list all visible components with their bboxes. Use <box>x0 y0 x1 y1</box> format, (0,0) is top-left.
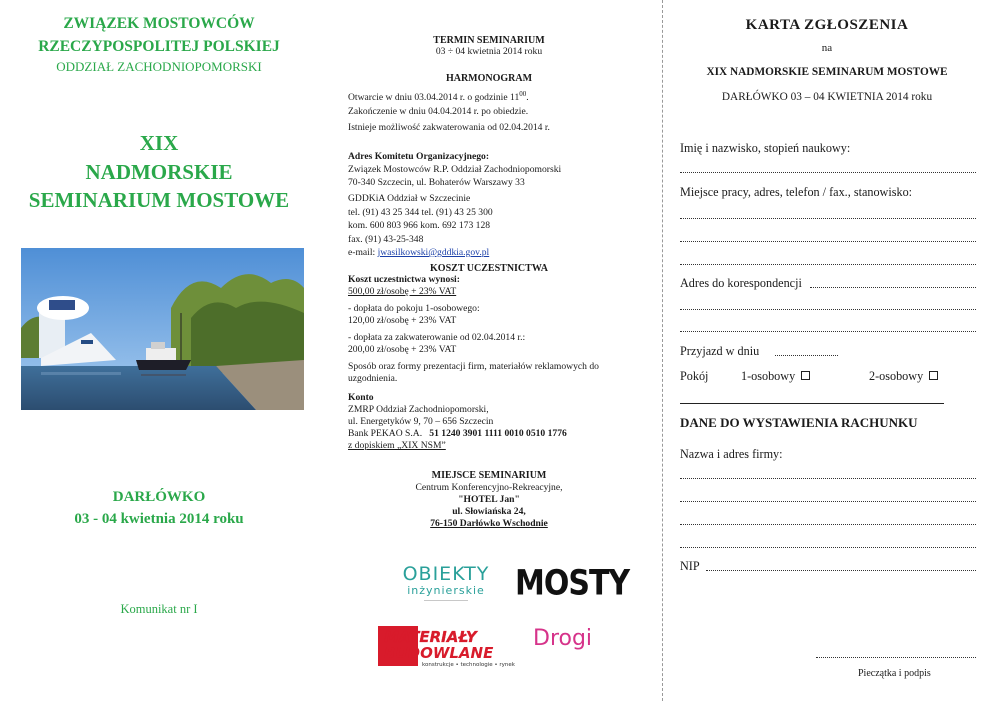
form-title: KARTA ZGŁOSZENIA <box>745 17 909 33</box>
correspondence-field[interactable] <box>810 287 976 288</box>
termin-dates: 03 ÷ 04 kwietnia 2014 roku <box>435 46 543 57</box>
address-line: fax. (91) 43-25-348 <box>348 234 424 245</box>
room-single-option[interactable] <box>741 369 810 384</box>
arrival-date-field[interactable] <box>775 355 838 356</box>
konto-bank: Bank PEKAO S.A. <box>348 428 423 439</box>
konto-line1: ZMRP Oddział Zachodniopomorski, <box>348 404 489 415</box>
room-double-checkbox[interactable] <box>929 371 938 380</box>
section-rule <box>680 403 944 404</box>
nip-label: NIP <box>680 559 700 573</box>
event-place: DARŁÓWKO <box>112 489 206 505</box>
bulletin-number: Komunikat nr I <box>120 602 198 616</box>
konto-bank-row <box>348 428 648 440</box>
invoice-heading: DANE DO WYSTAWIENIA RACHUNKU <box>680 415 918 430</box>
cover-panel <box>0 0 318 701</box>
materialy-budowlane-logo <box>378 622 515 670</box>
address-line: 70-340 Szczecin, ul. Bohaterów Warszawy 33 <box>348 177 525 188</box>
event-dates: 03 - 04 kwietnia 2014 roku <box>74 511 244 527</box>
harbor-photo <box>21 248 304 410</box>
konto-note: z dopiskiem „XIX NSM” <box>348 440 446 451</box>
budowlane-logo-text: BUDOWLANE <box>384 644 494 662</box>
venue-line3: ul. Słowiańska 24, <box>452 506 526 517</box>
org-name-line1: ZWIĄZEK MOSTOWCÓW <box>63 15 255 32</box>
room-double-option[interactable] <box>869 369 938 384</box>
info-panel <box>318 0 660 701</box>
cost-heading: KOSZT UCZESTNICTWA <box>430 263 548 274</box>
correspondence-label: Adres do korespondencji <box>680 276 802 290</box>
materialy-logo-text: MATERIAŁY <box>384 628 477 646</box>
venue-line2: "HOTEL Jan" <box>458 494 520 505</box>
work-field-line3[interactable] <box>680 264 976 265</box>
correspondence-field-line3[interactable] <box>680 331 976 332</box>
room-single-label: 1-osobowy <box>741 369 796 383</box>
harmonogram-stay: Istnieje możliwość zakwaterowania od 02.04.2014 r. <box>348 122 550 133</box>
address-line: kom. 600 803 966 kom. 692 173 128 <box>348 220 491 231</box>
correspondence-field-line2[interactable] <box>680 309 976 310</box>
work-field-line2[interactable] <box>680 241 976 242</box>
room-single-checkbox[interactable] <box>801 371 810 380</box>
konto-number: 51 1240 3901 1111 0010 0510 1776 <box>429 428 567 439</box>
title-line3: SEMINARIUM MOSTOWE <box>28 188 290 212</box>
email-link[interactable]: jwasilkowski@gddkia.gov.pl <box>377 247 490 258</box>
email-label: e-mail: <box>348 247 378 258</box>
title-line2: NADMORSKIE <box>85 160 233 184</box>
materialy-logo-tagline: konstrukcje • technologie • rynek <box>422 662 515 668</box>
org-division: ODDZIAŁ ZACHODNIOPOMORSKI <box>56 59 262 74</box>
form-event-name: XIX NADMORSKIE SEMINARUM MOSTOWE <box>706 66 948 78</box>
title-line1: XIX <box>139 131 179 155</box>
firm-field-line2[interactable] <box>680 501 976 502</box>
org-name-line2: RZECZYPOSPOLITEJ POLSKIEJ <box>38 38 280 55</box>
signature-field[interactable] <box>816 657 976 658</box>
harmonogram-open-sup: 00 <box>519 90 527 98</box>
nip-field[interactable] <box>706 570 976 571</box>
address-heading: Adres Komitetu Organizacyjnego: <box>348 151 490 162</box>
venue-line4: 76-150 Darłówko Wschodnie <box>430 518 548 529</box>
obiekty-logo-text: OBIEKTY <box>402 563 490 585</box>
form-na: na <box>821 42 833 54</box>
harmonogram-open-text: Otwarcie w dniu 03.04.2014 r. o godzinie 11 <box>348 92 520 104</box>
firm-field-line3[interactable] <box>680 524 976 525</box>
sponsor-line2: uzgodnienia. <box>348 373 398 384</box>
room-label: Pokój <box>680 369 709 383</box>
arrival-label: Przyjazd w dniu <box>680 344 760 358</box>
form-event-place: DARŁÓWKO 03 – 04 KWIETNIA 2014 roku <box>721 91 933 103</box>
address-line: Związek Mostowców R.P. Oddział Zachodniopomorski <box>348 164 562 175</box>
drogi-logo: Drogi <box>533 626 593 651</box>
room-double-label: 2-osobowy <box>869 369 924 383</box>
registration-form <box>662 0 992 701</box>
cost-subheading: Koszt uczestnictwa wynosi: <box>348 274 460 285</box>
harmonogram-open <box>348 88 648 105</box>
cost-extra-label: - dopłata za zakwaterowanie od 02.04.2014 r.: <box>348 332 526 343</box>
harmonogram-heading: HARMONOGRAM <box>445 73 533 84</box>
harmonogram-open-end: . <box>526 92 529 104</box>
cost-base: 500,00 zł/osobę + 23% VAT <box>348 286 457 297</box>
firm-field-line1[interactable] <box>680 478 976 479</box>
sponsor-line1: Sposób oraz formy prezentacji firm, materiałów reklamowych do <box>348 361 599 372</box>
name-field[interactable] <box>680 172 976 173</box>
konto-heading: Konto <box>348 392 374 403</box>
email-row <box>348 247 648 259</box>
cost-single-label: - dopłata do pokoju 1-osobowego: <box>348 303 480 314</box>
harmonogram-close: Zakończenie w dniu 04.04.2014 r. po obiedzie. <box>348 106 529 117</box>
work-field-line1[interactable] <box>680 218 976 219</box>
obiekty-inzynierskie-logo <box>394 563 498 607</box>
signature-label: Pieczątka i podpis <box>858 668 931 679</box>
address-line: tel. (91) 43 25 344 tel. (91) 43 25 300 <box>348 207 493 218</box>
firm-field-line4[interactable] <box>680 547 976 548</box>
cost-single: 120,00 zł/osobę + 23% VAT <box>348 315 457 326</box>
mosty-logo: MOSTY <box>515 563 630 604</box>
venue-heading: MIEJSCE SEMINARIUM <box>431 470 547 481</box>
firm-label: Nazwa i adres firmy: <box>680 447 783 461</box>
obiekty-logo-rule <box>424 600 468 601</box>
obiekty-logo-subtext: inżynierskie <box>407 584 485 597</box>
termin-heading: TERMIN SEMINARIUM <box>433 35 545 46</box>
name-label: Imię i nazwisko, stopień naukowy: <box>680 141 851 155</box>
venue-line1: Centrum Konferencyjno-Rekreacyjne, <box>415 482 563 493</box>
konto-line2: ul. Energetyków 9, 70 – 656 Szczecin <box>348 416 494 427</box>
cost-extra: 200,00 zł/osobę + 23% VAT <box>348 344 457 355</box>
address-line: GDDKiA Oddział w Szczecinie <box>348 193 471 204</box>
work-label: Miejsce pracy, adres, telefon / fax., stanowisko: <box>680 185 913 199</box>
